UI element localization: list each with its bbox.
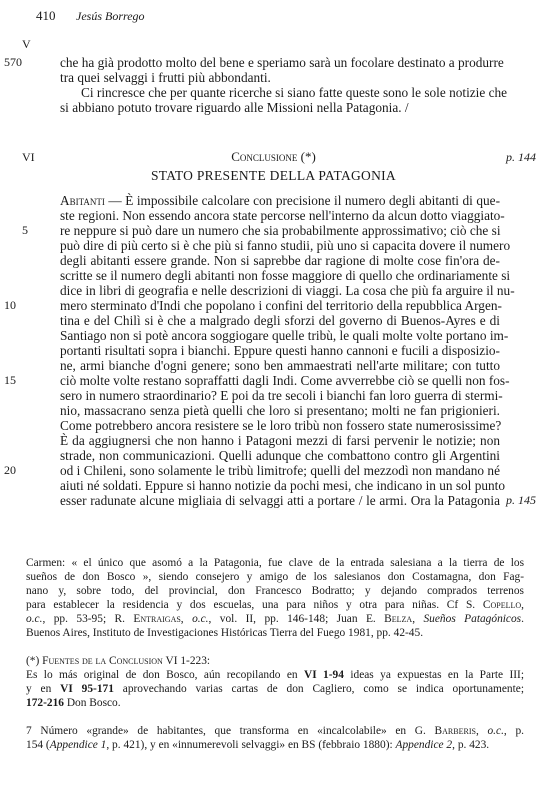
note-line: Buenos Aires, Instituto de Investigaciones Históricas Tierra del Fuego 1981, pp. 42-45. <box>26 627 424 639</box>
body-line: esser radunate alcune migliaia di selvaggi atti a portare / le armi. Ora la Patagonia <box>60 493 500 508</box>
note-line <box>26 725 524 738</box>
line-number-20: 20 <box>4 463 16 477</box>
body-line: può dire di più certo si è che più si fanno studii, più uno si capacita dovere il numero <box>60 238 511 253</box>
section-marker-v: V <box>22 37 31 51</box>
intro-line: che ha già prodotto molto del bene e speriamo sarà un focolare destinato a produrre <box>60 55 504 70</box>
sources-range: VI 1-223: <box>162 655 211 667</box>
note-range: 172-216 <box>26 697 64 709</box>
note-line <box>26 669 524 682</box>
body-line: Come potrebbero ancora resistere se le loro tribù non fossero state numerosissime? <box>60 418 502 433</box>
note-ref: o.c. <box>192 613 209 625</box>
note-text: Es lo más original de don Bosco, aún recopilando en <box>26 669 305 681</box>
body-line: dice in libri di geografia e nelle descrizioni di viaggi. La cosa che più fa arguire il nu- <box>60 283 515 298</box>
body-line: tina e del Chilì si è che a malgrado degli sforzi del governo di Buenos-Ayres e di <box>60 313 500 328</box>
line-number-15: 15 <box>4 373 16 387</box>
body-line: nio, massacrano senza pietà quelli che loro si presentano; molti ne fan prigionieri. <box>60 403 500 418</box>
body-line: sero in numero straordinario? E poi da tre secoli i bianchi fan loro guerra di stermi- <box>60 388 503 403</box>
note-line: nano y, sobre todo, del provincial, don Francesco Bodratto; y dejando comprados terrenos <box>26 585 524 597</box>
note-text: , <box>180 613 193 625</box>
note-range: VI 95-171 <box>60 683 114 695</box>
note-text: , p. 423. <box>452 739 490 751</box>
sources-title: Conclusion <box>109 655 163 667</box>
note-text: 154 ( <box>26 739 50 751</box>
body-line <box>60 193 500 208</box>
intro-line: Ci rincresce che per quante ricerche si siano fatte queste sono le sole notizie che <box>81 85 508 100</box>
note-text: Don Bosco. <box>63 697 121 709</box>
body-line: aiuti né soldati. Eppure si hanno notizie da pochi mesi, che indicano in un sol punto <box>60 478 505 493</box>
note-author: Entraigas <box>133 613 181 625</box>
note-text: , <box>521 599 524 611</box>
body-line: re neppure si può dare un numero che sia probabilmente approssimativo; ciò che si <box>60 223 501 238</box>
note-text: , vol. II, pp. 146-148; Juan E. <box>208 613 385 625</box>
note-text: , <box>412 613 424 625</box>
note-line <box>26 613 524 626</box>
note-line <box>26 599 524 612</box>
line-number-5: 5 <box>22 223 28 237</box>
note-text: , pp. 53-95; R. <box>42 613 134 625</box>
note-author: Belza <box>384 613 413 625</box>
note-title: Sueños Patagónicos <box>423 613 522 625</box>
body-line: ste regioni. Non essendo ancora state percorse nell'interno da alcun dotto viaggiato- <box>60 208 505 223</box>
note-author: Barberis <box>434 725 476 737</box>
note-text: ideas ya expuestas en la Parte III; <box>343 669 525 681</box>
page-number: 410 <box>36 8 56 23</box>
note-ref: o.c. <box>26 613 43 625</box>
note-ref: Appendice 2 <box>395 739 453 751</box>
body-line: portanti risultati sopra i bianchi. Eppure questi hanno cannoni e fucili a disposizio- <box>60 343 500 358</box>
note-ref: Appendice 1 <box>49 739 107 751</box>
chapter-heading: Conclusione (*) <box>231 149 316 164</box>
lead-word: Abitanti <box>60 193 105 208</box>
note-line <box>26 683 524 696</box>
note-text: , p. <box>503 725 524 737</box>
note-range: VI 1-94 <box>304 669 344 681</box>
body-line: ciò molte volte restano sopraffatti dagli Indi. Come avverrebbe ciò se quelli non fos- <box>60 373 510 388</box>
body-line: È da aggiugnersi che non hanno i Patagoni mezzi di farsi pervenir le notizie; non <box>60 433 500 448</box>
intro-line: tra quei selvaggi i frutti più abbondanti. <box>60 70 271 85</box>
note-text: , <box>475 725 488 737</box>
page-ref-145: p. 145 <box>506 493 536 507</box>
sources-heading <box>26 655 524 668</box>
note-text: aprovechando varias cartas de don Cagliero, como se indica oportunamente; <box>113 683 524 695</box>
note-text: para establecer la residencia y dos escuelas, una para niños y otra para niñas. Cf S. <box>26 599 483 611</box>
chapter-title: STATO PRESENTE DELLA PATAGONIA <box>151 168 396 183</box>
body-line: od i Chileni, sono solamente le tribù limitrofe; quelli del mezzodì non mandano né <box>60 463 500 478</box>
note-text: 7 Número «grande» de habitantes, que transforma en «incalcolabile» en G. <box>26 725 435 737</box>
line-number-10: 10 <box>4 298 16 312</box>
line-number-570: 570 <box>4 55 22 69</box>
body-line: mero sterminato d'Indi che popolano i confini del territorio della repubblica Argen- <box>60 298 502 313</box>
note-line: Carmen: « el único que asomó a la Patagonia, fue clave de la entrada salesiana a la tierra de los <box>26 557 524 569</box>
sources-marker: (*) <box>26 655 43 667</box>
note-text: y en <box>26 683 61 695</box>
intro-line: si abbiano potuto trovare riguardo alle Missioni nella Patagonia. / <box>60 100 409 115</box>
chapter-marker: VI <box>22 150 35 164</box>
body-line: scritte se il numero degli abitanti non fosse maggiore di quello che ordinariamente si <box>60 268 511 283</box>
note-author: Copello <box>482 599 522 611</box>
running-head-author: Jesús Borrego <box>76 9 145 23</box>
note-ref: o.c. <box>487 725 504 737</box>
note-line <box>26 739 524 752</box>
body-line: strade, non communicazioni. Quelli adunque che combattono contro gli Argentini <box>60 448 500 463</box>
body-line: ne, armi bianche d'ogni genere; sono ben ammaestrati nell'arte militare; con tutto <box>60 358 500 373</box>
body-line: Santiago non si potè ancora soggiogare quelle tribù, le quali molte volte portano im- <box>60 328 509 343</box>
note-line: sueños de don Bosco », siendo consejero y amigo de los salesianos don Costamagna, don Fag- <box>26 571 524 583</box>
body-line: degli abitanti essere grande. Non si saprebbe dar ragione di molte cose fin'ora de- <box>60 253 500 268</box>
note-line <box>26 697 524 710</box>
body-line-text: — È impossibile calcolare con precisione il numero degli abitanti di que- <box>104 193 500 208</box>
note-text: , p. 421), y en «innumerevoli selvaggi» en BS (febbraio 1880): <box>106 739 396 751</box>
note-text: . <box>521 613 524 625</box>
sources-title: Fuentes de la <box>42 655 110 667</box>
page-ref-144: p. 144 <box>506 150 536 164</box>
